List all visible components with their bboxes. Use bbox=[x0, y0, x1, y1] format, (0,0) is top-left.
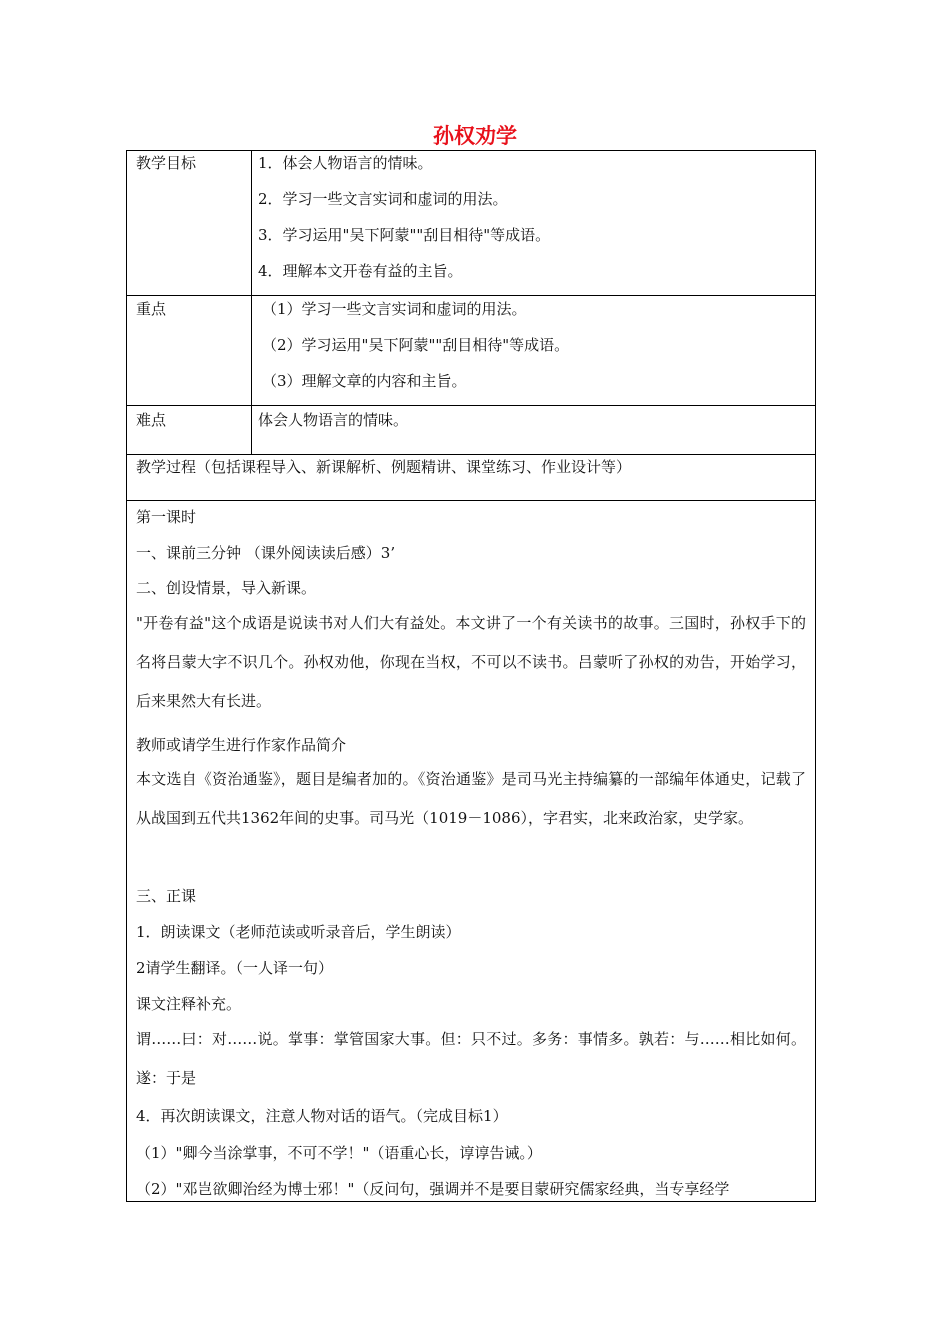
objective-item: 2．学习一些文言实词和虚词的用法。 bbox=[258, 190, 508, 208]
row-divider-process-header bbox=[127, 500, 815, 501]
difficulty-text: 体会人物语言的情味。 bbox=[258, 411, 409, 429]
reread-step: 4．再次朗读课文，注意人物对话的语气。（完成目标1） bbox=[136, 1107, 508, 1125]
author-intro-line: 教师或请学生进行作家作品简介 bbox=[136, 736, 347, 754]
row-divider-objectives bbox=[127, 295, 815, 296]
notes-paragraph: 谓……曰：对……说。掌事：掌管国家大事。但：只不过。多务：事情多。孰若：与……相比如何。遂：于是 bbox=[136, 1030, 806, 1087]
row-divider-keypoints bbox=[127, 405, 815, 406]
objectives-label: 教学目标 bbox=[136, 154, 197, 172]
row-divider-difficulty bbox=[127, 454, 815, 455]
source-paragraph: 本文选自《资治通鉴》，题目是编者加的。《资治通鉴》是司马光主持编纂的一部编年体通史，记载了从战国到五代共1362年间的史事。司马光（1019－1086），字君实，北来政治家，史学家。 bbox=[136, 770, 806, 827]
difficulty-label: 难点 bbox=[136, 411, 167, 429]
document-title: 孙权劝学 bbox=[433, 124, 517, 148]
keypoint-item: （2）学习运用"吴下阿蒙""刮目相待"等成语。 bbox=[262, 336, 570, 354]
objective-item: 4．理解本文开卷有益的主旨。 bbox=[258, 262, 463, 280]
keypoint-item: （1）学习一些文言实词和虚词的用法。 bbox=[262, 300, 527, 318]
notes-label: 课文注释补充。 bbox=[136, 995, 242, 1013]
process-header: 教学过程（包括课程导入、新课解析、例题精讲、课堂练习、作业设计等） bbox=[136, 458, 632, 476]
label-column-divider bbox=[251, 151, 252, 455]
step-heading: 三、正课 bbox=[136, 887, 197, 905]
translation-step: 2请学生翻译。（一人译一句） bbox=[136, 959, 334, 977]
dialogue-quote: （2）"邓岂欲卿治经为博士邪！"（反问句，强调并不是要目蒙研究儒家经典，当专享经学 bbox=[136, 1180, 730, 1198]
intro-paragraph: "开卷有益"这个成语是说读书对人们大有益处。本文讲了一个有关读书的故事。三国时，孙权手下的名将吕蒙大字不识几个。孙权劝他，你现在当权，不可以不读书。吕蒙听了孙权的劝告，开始学习，后来果然大有长进。 bbox=[136, 614, 806, 710]
step-heading: 二、创设情景，导入新课。 bbox=[136, 579, 317, 597]
dialogue-quote: （1）"卿今当涂掌事，不可不学！"（语重心长，谆谆告诫。） bbox=[136, 1144, 542, 1162]
lesson-heading: 第一课时 bbox=[136, 508, 197, 526]
reading-step: 1．朗读课文（老师范读或听录音后，学生朗读） bbox=[136, 923, 461, 941]
step-heading: 一、课前三分钟 （课外阅读读后感）3’ bbox=[136, 544, 396, 562]
keypoint-item: （3）理解文章的内容和主旨。 bbox=[262, 372, 467, 390]
objective-item: 1．体会人物语言的情味。 bbox=[258, 154, 433, 172]
objective-item: 3．学习运用"吴下阿蒙""刮目相待"等成语。 bbox=[258, 226, 551, 244]
keypoints-label: 重点 bbox=[136, 300, 167, 318]
